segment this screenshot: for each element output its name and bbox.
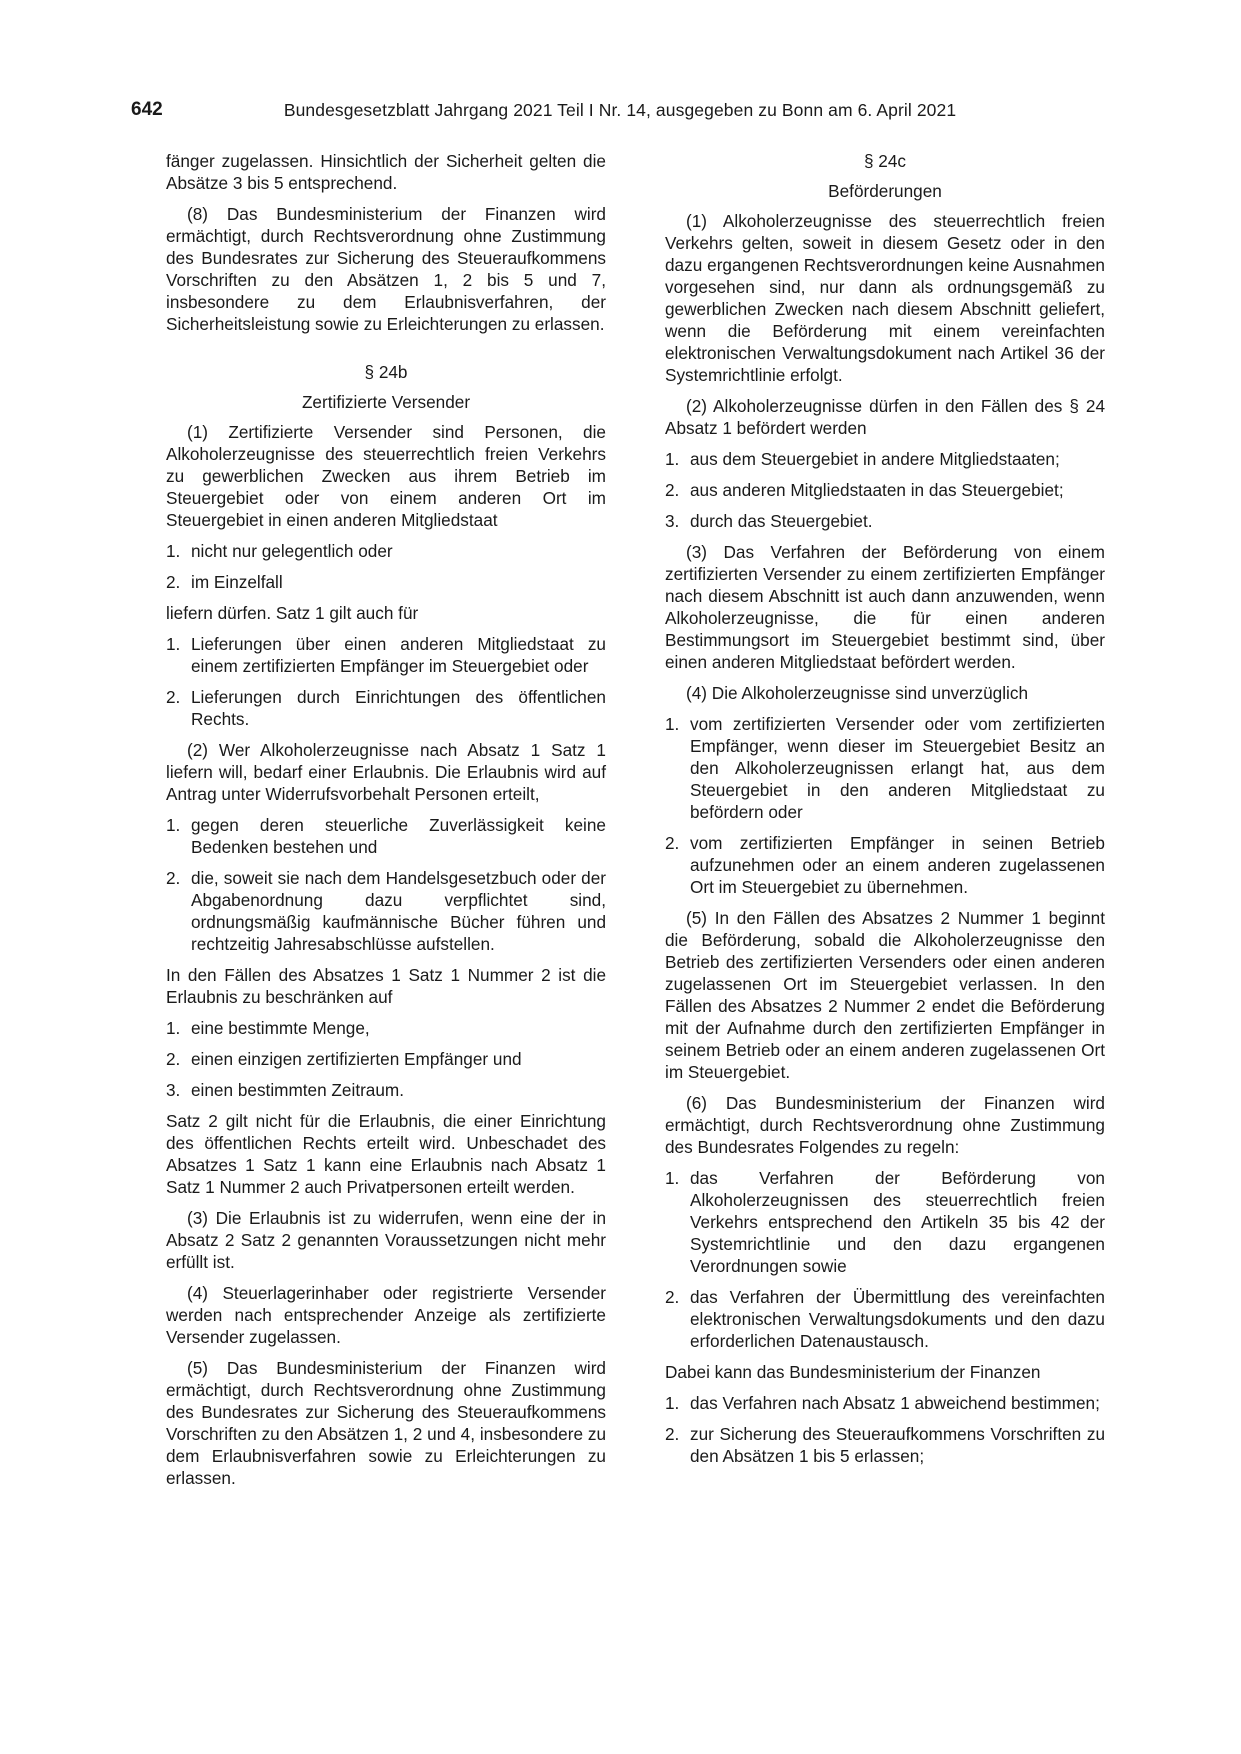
list-text: zur Sicherung des Steueraufkommens Vorschriften zu den Absätzen 1 bis 5 erlassen; <box>690 1424 1105 1466</box>
list-number: 1. <box>166 634 181 654</box>
paragraph: (6) Das Bundesministerium der Finanzen wird ermächtigt, durch Rechtsverordnung ohne Zustimmung des Bundesrates Folgendes zu regeln: <box>665 1093 1105 1157</box>
list-text: einen einzigen zertifizierten Empfänger und <box>191 1049 522 1069</box>
list-text: die, soweit sie nach dem Handelsgesetzbuch oder der Abgabenordnung dazu verpflichtet sind, ordnungsmäßig kaufmännische Bücher führen und rechtzeitig Jahresabschlüsse aufstellen. <box>191 868 606 954</box>
list-text: das Verfahren nach Absatz 1 abweichend bestimmen; <box>690 1393 1100 1413</box>
section-number: § 24c <box>863 151 907 171</box>
list-number: 1. <box>665 714 680 734</box>
list-text: durch das Steuergebiet. <box>690 511 873 531</box>
list-text: aus anderen Mitgliedstaaten in das Steuergebiet; <box>690 480 1064 500</box>
paragraph: (3) Die Erlaubnis ist zu widerrufen, wenn eine der in Absatz 2 Satz 2 genannten Voraussetzungen nicht mehr erfüllt ist. <box>166 1208 606 1272</box>
list-number: 1. <box>166 815 181 835</box>
list-item <box>665 479 1105 501</box>
list-number: 2. <box>166 1049 181 1069</box>
paragraph: (1) Alkoholerzeugnisse des steuerrechtlich freien Verkehrs gelten, soweit in diesem Gesetz oder in den dazu ergangenen Rechtsverordnungen keine Ausnahmen vorgesehen sind, nur dann als ordnungsgemäß zu gewerblichen Zwecken nach diesem Abschnitt geliefert, wenn die Beförderung mit einem vereinfachten elektronischen Verwaltungsdokument nach Artikel 36 der Systemrichtlinie erfolgt. <box>665 211 1105 385</box>
list-text: eine bestimmte Menge, <box>191 1018 370 1038</box>
list-text: nicht nur gelegentlich oder <box>191 541 393 561</box>
paragraph: (5) In den Fällen des Absatzes 2 Nummer 1 beginnt die Beförderung, sobald die Alkoholerzeugnisse den Betrieb des zertifizierten Versenders oder einen anderen zugelassenen Ort im Steuergebiet verlassen. In den Fällen des Absatzes 2 Nummer 2 endet die Beförderung mit der Aufnahme durch den zertifizierten Empfänger in seinem Betrieb oder an einem anderen zugelassenen Ort im Steuergebiet. <box>665 908 1105 1082</box>
list-number: 2. <box>166 572 181 592</box>
paragraph: Satz 2 gilt nicht für die Erlaubnis, die einer Einrichtung des öffentlichen Rechts erteilt wird. Unbeschadet des Absatzes 1 Satz 1 kann eine Erlaubnis nach Absatz 1 Satz 1 Nummer 2 auch Privatpersonen erteilt werden. <box>166 1111 606 1197</box>
paragraph: (4) Steuerlagerinhaber oder registrierte Versender werden nach entsprechender Anzeige als zertifizierte Versender zugelassen. <box>166 1283 606 1347</box>
list-item <box>166 1017 606 1039</box>
paragraph: liefern dürfen. Satz 1 gilt auch für <box>166 603 419 623</box>
paragraph: (2) Alkoholerzeugnisse dürfen in den Fällen des § 24 Absatz 1 befördert werden <box>665 396 1105 438</box>
list-number: 2. <box>166 868 181 888</box>
list-item <box>166 571 606 593</box>
list-number: 1. <box>166 541 181 561</box>
paragraph: (8) Das Bundesministerium der Finanzen wird ermächtigt, durch Rechtsverordnung ohne Zustimmung des Bundesrates zur Sicherung des Steueraufkommens Vorschriften zu den Absätzen 1, 2 bis 5 und 7, insbesondere zu dem Erlaubnisverfahren, der Sicherheitsleistung sowie zu Erleichterungen zu erlassen. <box>166 204 606 334</box>
list-item <box>166 686 606 730</box>
list-number: 2. <box>665 1424 680 1444</box>
list-number: 2. <box>665 480 680 500</box>
list-text: aus dem Steuergebiet in andere Mitgliedstaaten; <box>690 449 1060 469</box>
list-item <box>166 1079 606 1101</box>
list-text: vom zertifizierten Empfänger in seinen Betrieb aufzunehmen oder an einem anderen zugelassenen Ort im Steuergebiet zu übernehmen. <box>690 833 1105 897</box>
list-number: 1. <box>166 1018 181 1038</box>
paragraph: Dabei kann das Bundesministerium der Finanzen <box>665 1362 1041 1382</box>
paragraph: fänger zugelassen. Hinsichtlich der Sicherheit gelten die Absätze 3 bis 5 entsprechend. <box>166 151 606 193</box>
paragraph: (3) Das Verfahren der Beförderung von einem zertifizierten Versender zu einem zertifizierten Empfänger nach diesem Abschnitt ist auch dann anzuwenden, wenn Alkoholerzeugnisse, die für einen anderen Bestimmungsort im Steuergebiet bestimmt sind, über einen anderen Mitgliedstaat befördert werden. <box>665 542 1105 672</box>
list-number: 1. <box>665 449 680 469</box>
paragraph: (4) Die Alkoholerzeugnisse sind unverzüglich <box>686 683 1029 703</box>
list-text: Lieferungen über einen anderen Mitgliedstaat zu einem zertifizierten Empfänger im Steuergebiet oder <box>191 634 606 676</box>
list-item <box>166 867 606 955</box>
list-number: 2. <box>166 687 181 707</box>
paragraph: (2) Wer Alkoholerzeugnisse nach Absatz 1 Satz 1 liefern will, bedarf einer Erlaubnis. Die Erlaubnis wird auf Antrag unter Widerrufsvorbehalt Personen erteilt, <box>166 740 606 804</box>
list-item <box>166 633 606 677</box>
section-title: Beförderungen <box>828 181 942 201</box>
list-item <box>665 1286 1105 1352</box>
right-column <box>665 150 1105 1476</box>
list-text: vom zertifizierten Versender oder vom zertifizierten Empfänger, wenn dieser im Steuergebiet Besitz an den Alkoholerzeugnissen erlangt hat, aus dem Steuergebiet in den anderen Mitgliedstaat zu befördern oder <box>690 714 1105 822</box>
list-item <box>665 1167 1105 1277</box>
paragraph: (5) Das Bundesministerium der Finanzen wird ermächtigt, durch Rechtsverordnung ohne Zustimmung des Bundesrates zur Sicherung des Steueraufkommens Vorschriften zu den Absätzen 1, 2 und 4, insbesondere zu dem Erlaubnisverfahren sowie zu Erleichterungen zu erlassen. <box>166 1358 606 1488</box>
list-text: Lieferungen durch Einrichtungen des öffentlichen Rechts. <box>191 687 606 729</box>
paragraph: (1) Zertifizierte Versender sind Personen, die Alkoholerzeugnisse des steuerrechtlich freien Verkehrs zu gewerblichen Zwecken aus ihrem Betrieb im Steuergebiet oder von einem anderen Ort im Steuergebiet in einen anderen Mitgliedstaat <box>166 422 606 530</box>
list-text: im Einzelfall <box>191 572 283 592</box>
running-header: Bundesgesetzblatt Jahrgang 2021 Teil I Nr. 14, ausgegeben zu Bonn am 6. April 2021 <box>283 100 957 120</box>
list-text: das Verfahren der Übermittlung des vereinfachten elektronischen Verwaltungsdokuments und den dazu erforderlichen Datenaustausch. <box>690 1287 1105 1351</box>
list-item <box>665 1423 1105 1467</box>
paragraph: In den Fällen des Absatzes 1 Satz 1 Nummer 2 ist die Erlaubnis zu beschränken auf <box>166 965 606 1007</box>
list-item <box>665 448 1105 470</box>
list-item <box>166 1048 606 1070</box>
list-text: einen bestimmten Zeitraum. <box>191 1080 405 1100</box>
page-number: 642 <box>131 99 163 120</box>
list-text: das Verfahren der Beförderung von Alkoholerzeugnissen des steuerrechtlich freien Verkehrs entsprechend den Artikeln 35 bis 42 der Systemrichtlinie und den dazu ergangenen Verordnungen sowie <box>690 1168 1105 1276</box>
list-item <box>665 832 1105 898</box>
section-title: Zertifizierte Versender <box>301 392 471 412</box>
list-number: 1. <box>665 1393 680 1413</box>
list-number: 1. <box>665 1168 680 1188</box>
list-item <box>166 540 606 562</box>
list-item <box>665 1392 1105 1414</box>
list-text: gegen deren steuerliche Zuverlässigkeit keine Bedenken bestehen und <box>191 815 606 857</box>
list-number: 3. <box>166 1080 181 1100</box>
section-number: § 24b <box>364 362 408 382</box>
list-number: 2. <box>665 1287 680 1307</box>
list-item <box>166 814 606 858</box>
left-column <box>166 150 606 1498</box>
list-item <box>665 510 1105 532</box>
list-number: 2. <box>665 833 680 853</box>
list-number: 3. <box>665 511 680 531</box>
list-item <box>665 713 1105 823</box>
